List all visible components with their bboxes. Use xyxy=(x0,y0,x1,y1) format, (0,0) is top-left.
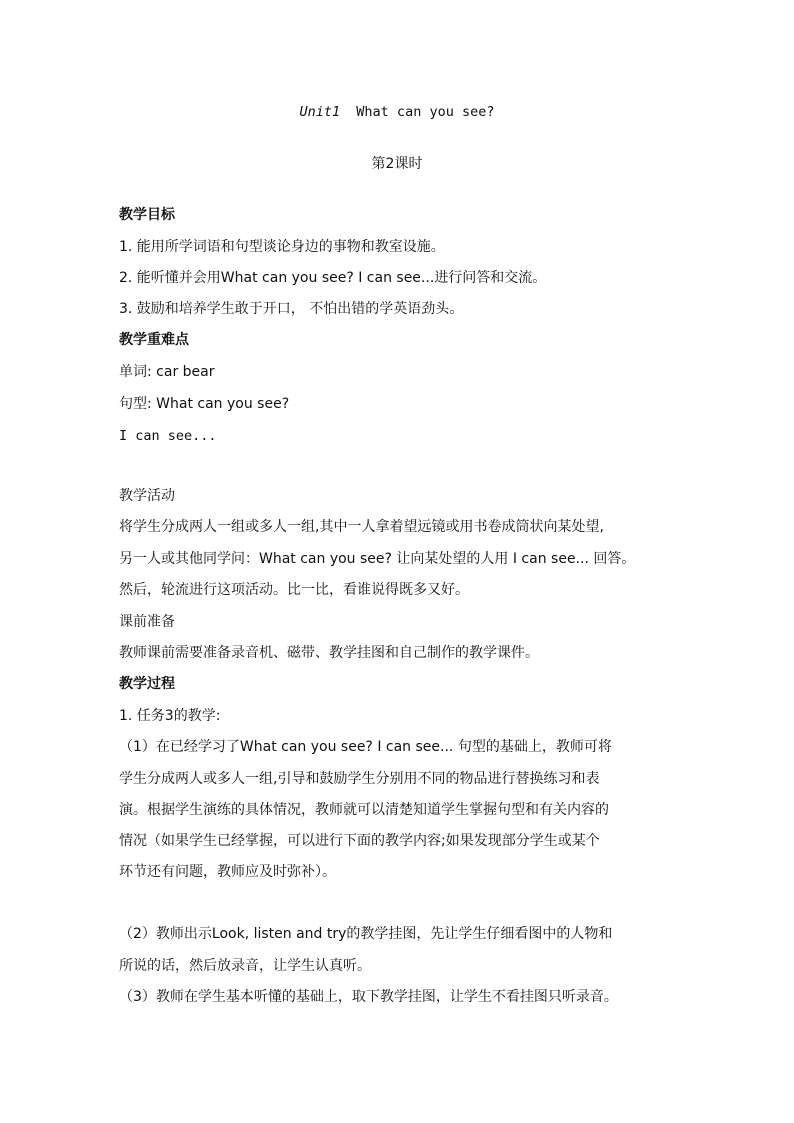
key-sentence: 句型: What can you see? xyxy=(119,396,290,412)
key-sentence-answer: I can see... xyxy=(119,428,217,444)
step2-line-1: （2）教师出示Look, listen and try的教学挂图，先让学生仔细看图中的人物和 xyxy=(119,926,613,942)
preparation-text: 教师课前需要准备录音机、磁带、教学挂图和自己制作的教学课件。 xyxy=(119,645,539,661)
lesson-title xyxy=(0,102,794,122)
step3-line: （3）教师在学生基本听懂的基础上，取下教学挂图，让学生不看挂图只听录音。 xyxy=(119,989,618,1005)
unit-question: What can you see? xyxy=(356,104,495,120)
preparation-heading: 课前准备 xyxy=(119,614,175,630)
process-heading: 教学过程 xyxy=(119,676,175,692)
step2-line-2: 所说的话，然后放录音，让学生认真听。 xyxy=(119,958,371,974)
activity-line-2: 另一人或其他同学问：What can you see? 让向某处望的人用 I can see... 回答。 xyxy=(119,551,636,567)
objective-item-3: 3. 鼓励和培养学生敢于开口， 不怕出错的学英语劲头。 xyxy=(119,301,464,317)
objective-item-2: 2. 能听懂并会用What can you see? I can see...进行问答和交流。 xyxy=(119,270,547,286)
step1-line-4: 情况（如果学生已经掌握，可以进行下面的教学内容;如果发现部分学生或某个 xyxy=(119,833,600,849)
key-words: 单词: car bear xyxy=(119,364,215,380)
objective-item-1: 1. 能用所学词语和句型谈论身边的事物和教室设施。 xyxy=(119,239,445,255)
step1-line-5: 环节还有问题，教师应及时弥补）。 xyxy=(119,864,336,880)
activity-line-3: 然后，轮流进行这项活动。比一比，看谁说得既多又好。 xyxy=(119,582,469,598)
step1-line-1: （1）在已经学习了What can you see? I can see... 句型的基础上，教师可将 xyxy=(119,739,612,755)
step1-line-2: 学生分成两人或多人一组,引导和鼓励学生分别用不同的物品进行替换练习和表 xyxy=(119,771,600,787)
process-task: 1. 任务3的教学: xyxy=(119,708,221,724)
objectives-heading: 教学目标 xyxy=(119,207,175,223)
activity-line-1: 将学生分成两人一组或多人一组,其中一人拿着望远镜或用书卷成筒状向某处望, xyxy=(119,519,604,535)
unit-label: Unit1 xyxy=(299,104,341,120)
activity-heading: 教学活动 xyxy=(119,488,175,504)
step1-line-3: 演。根据学生演练的具体情况，教师就可以清楚知道学生掌握句型和有关内容的 xyxy=(119,802,609,818)
lesson-period: 第2课时 xyxy=(371,156,423,172)
key-points-heading: 教学重难点 xyxy=(119,332,189,348)
